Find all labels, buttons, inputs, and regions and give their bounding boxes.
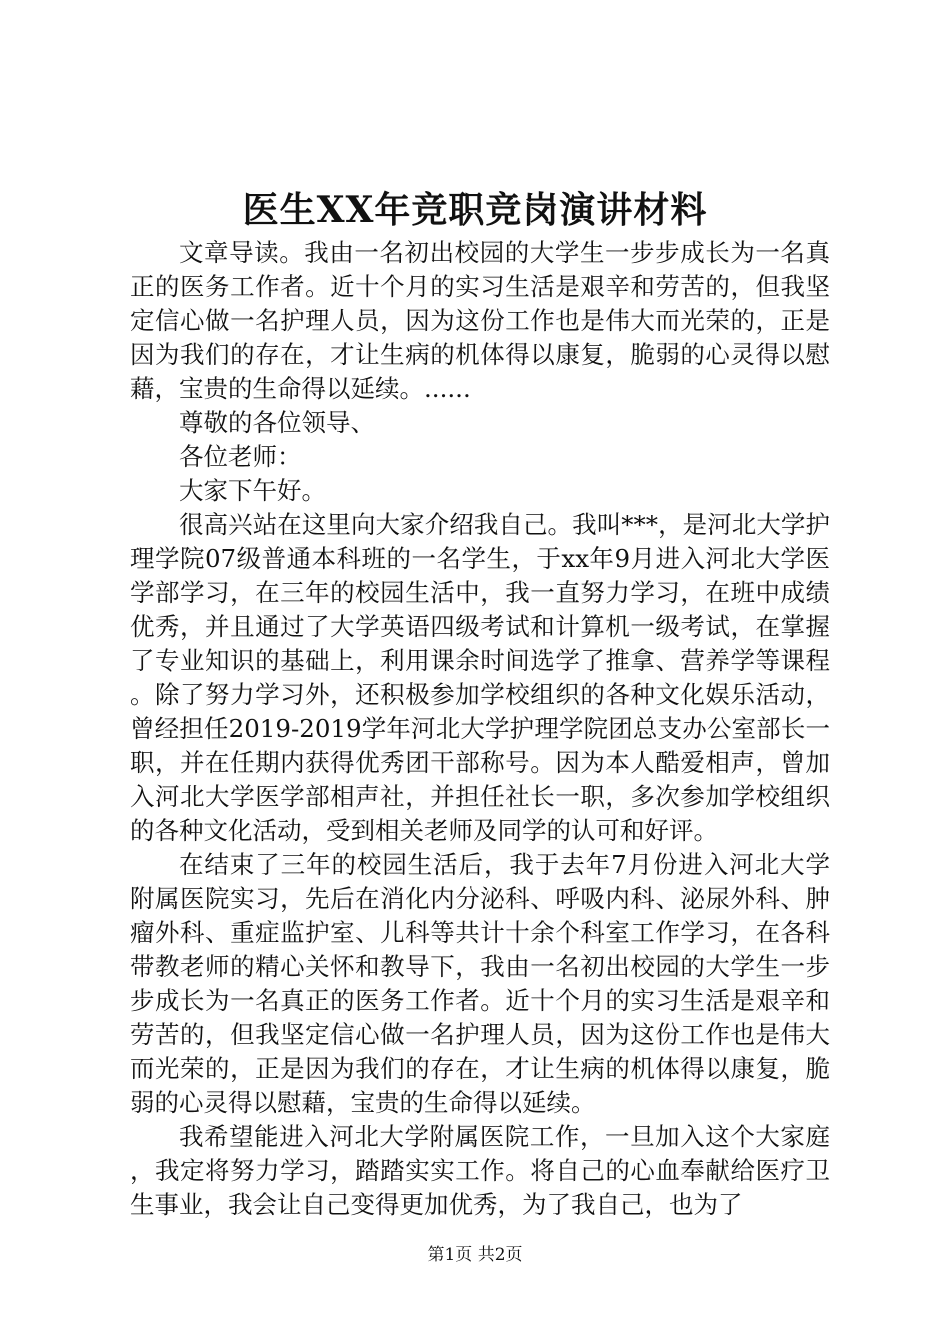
paragraph-internship: 在结束了三年的校园生活后，我于去年7月份进入河北大学附属医院实习，先后在消化内分泌科、呼吸内科、泌尿外科、肿瘤外科、重症监护室、儿科等共计十余个科室工作学习，在各科带教老师的精心关怀和教导下，我由一名初出校园的大学生一步步成长为一名真正的医务工作者。近十个月的实习生活是艰辛和劳苦的，但我坚定信心做一名护理人员，因为这份工作也是伟大而光荣的，正是因为我们的存在，才让生病的机体得以康复，脆弱的心灵得以慰藉，宝贵的生命得以延续。 <box>130 850 830 1117</box>
page-title: 医生XX年竞职竞岗演讲材料 <box>242 189 708 231</box>
paragraph-self-introduction: 很高兴站在这里向大家介绍我自己。我叫***，是河北大学护理学院07级普通本科班的一名学生，于xx年9月进入河北大学医学部学习，在三年的校园生活中，我一直努力学习，在班中成绩优秀，并且通过了大学英语四级考试和计算机一级考试，在掌握了专业知识的基础上，利用课余时间选学了推拿、营养学等课程。除了努力学习外，还积极参加学校组织的各种文化娱乐活动，曾经担任2019-2019学年河北大学护理学院团总支办公室部长一职，并在任期内获得优秀团干部称号。因为本人酷爱相声，曾加入河北大学医学部相声社，并担任社长一职，多次参加学校组织的各种文化活动，受到相关老师及同学的认可和好评。 <box>130 510 830 845</box>
paragraph-intro: 文章导读。我由一名初出校园的大学生一步步成长为一名真正的医务工作者。近十个月的实习生活是艰辛和劳苦的，但我坚定信心做一名护理人员，因为这份工作也是伟大而光荣的，正是因为我们的存在，才让生病的机体得以康复，脆弱的心灵得以慰藉，宝贵的生命得以延续。...... <box>130 238 830 403</box>
paragraph-salutation-teachers: 各位老师： <box>179 442 302 471</box>
document-body <box>130 236 830 1222</box>
paragraph-salutation-leaders: 尊敬的各位领导、 <box>179 408 375 437</box>
paragraph-aspiration: 我希望能进入河北大学附属医院工作，一旦加入这个大家庭，我定将努力学习，踏踏实实工作。将自己的心血奉献给医疗卫生事业，我会让自己变得更加优秀，为了我自己，也为了 <box>130 1122 830 1219</box>
paragraph-greeting: 大家下午好。 <box>179 476 326 505</box>
page-footer: 第1页 共2页 <box>427 1245 523 1265</box>
